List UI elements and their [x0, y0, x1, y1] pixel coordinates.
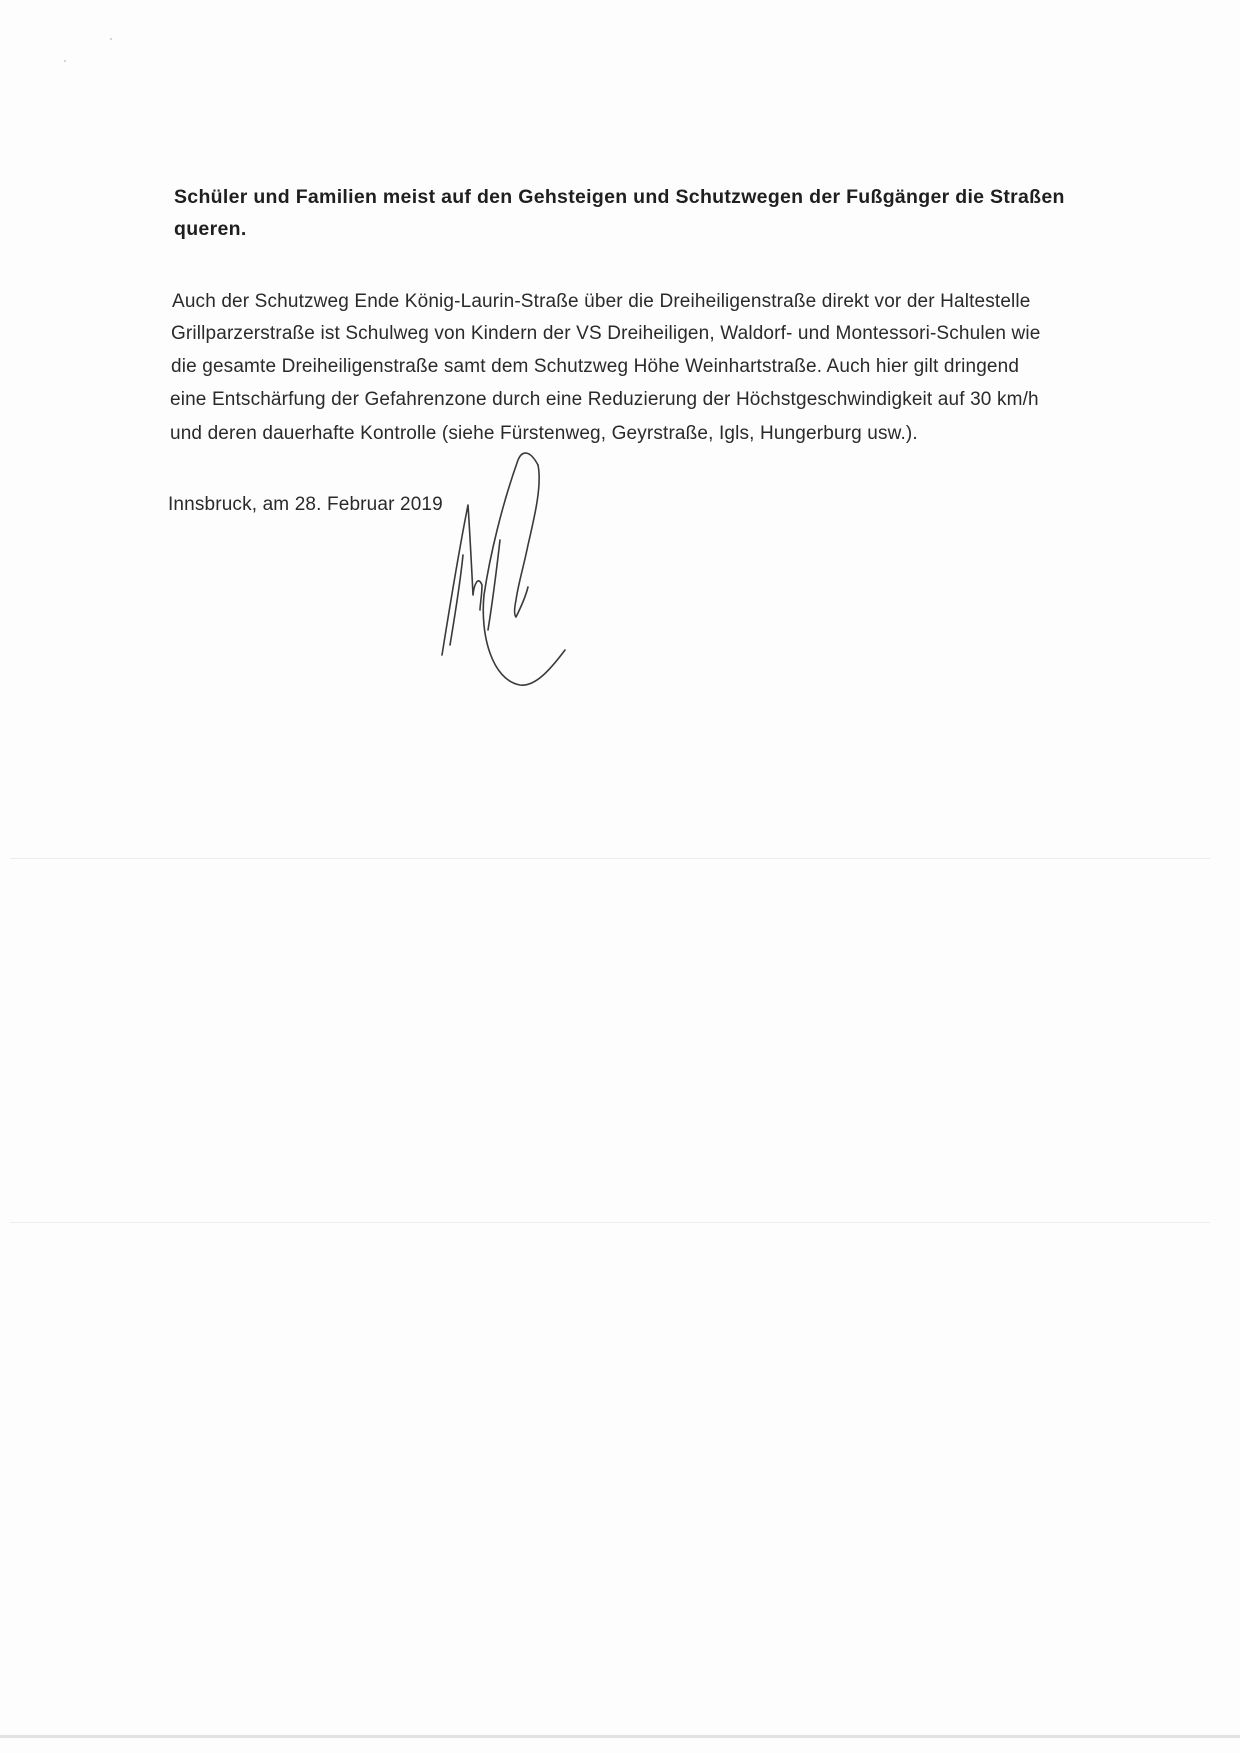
paragraph2-line5: und deren dauerhafte Kontrolle (siehe Fürstenweg, Geyrstraße, Igls, Hungerburg usw.). — [170, 423, 918, 444]
paragraph2-line2: Grillparzerstraße ist Schulweg von Kindern der VS Dreiheiligen, Waldorf- und Montessori-Schulen wie — [171, 323, 1041, 344]
paragraph2-line3: die gesamte Dreiheiligenstraße samt dem Schutzweg Höhe Weinhartstraße. Auch hier gilt dringend — [171, 356, 1020, 377]
place-date: Innsbruck, am 28. Februar 2019 — [168, 494, 443, 515]
paragraph2-line1: Auch der Schutzweg Ende König-Laurin-Straße über die Dreiheiligenstraße direkt vor der Haltestelle — [172, 291, 1031, 312]
scan-bottom-edge — [0, 1735, 1240, 1738]
scan-speck — [64, 60, 66, 62]
scan-artifact-line — [10, 1222, 1210, 1223]
paragraph1-line1: Schüler und Familien meist auf den Gehsteigen und Schutzwegen der Fußgänger die Straßen — [174, 186, 1065, 208]
scan-speck — [110, 38, 112, 40]
scan-artifact-line — [10, 858, 1210, 859]
paragraph1-line2: queren. — [174, 218, 247, 240]
handwritten-signature — [430, 445, 590, 705]
paragraph2-line4: eine Entschärfung der Gefahrenzone durch eine Reduzierung der Höchstgeschwindigkeit auf 30 km/h — [170, 389, 1039, 410]
